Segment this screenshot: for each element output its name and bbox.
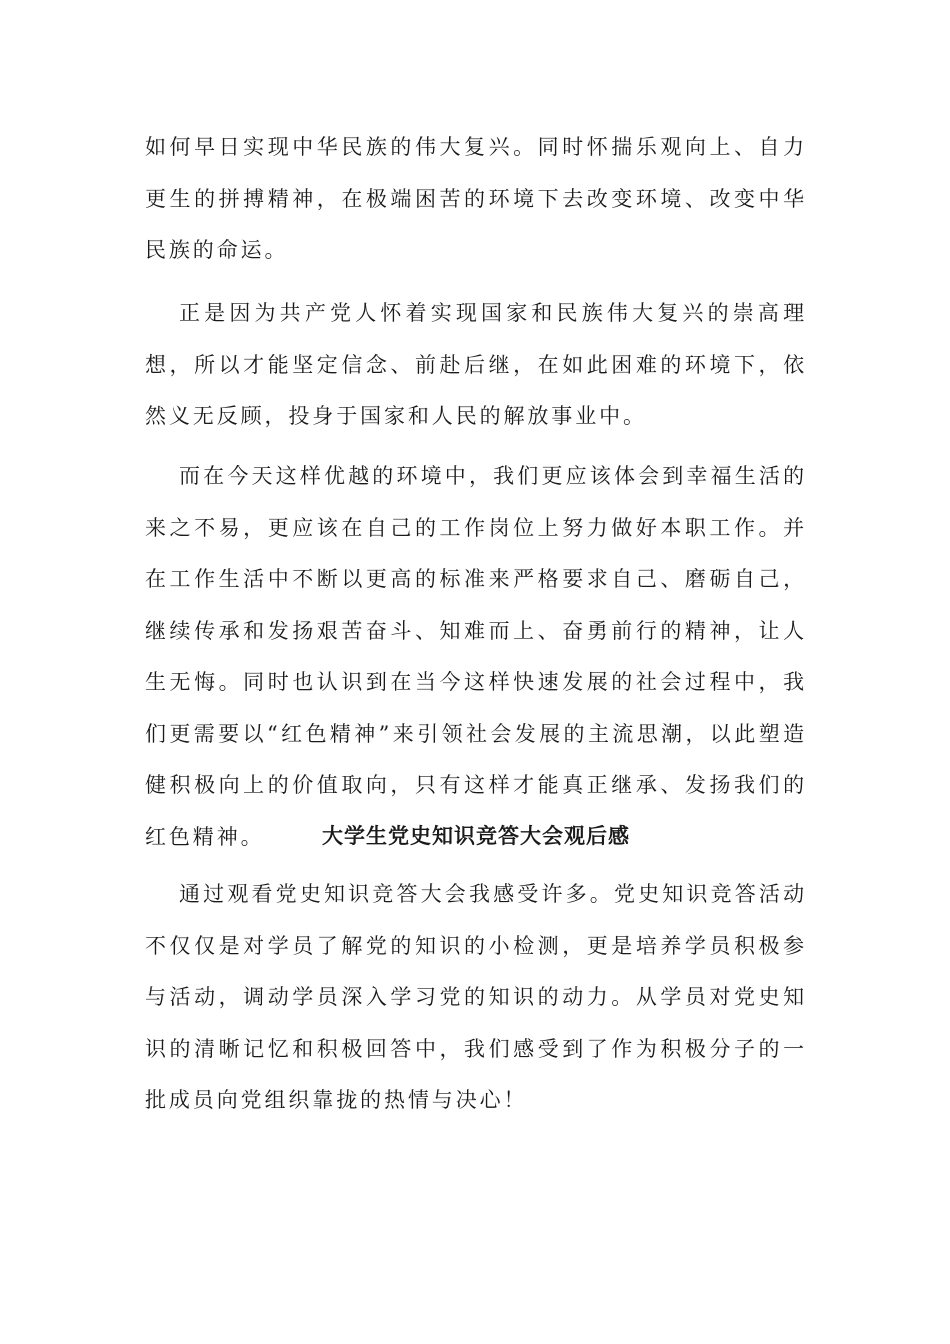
paragraph-red-spirit: 而在今天这样优越的环境中，我们更应该体会到幸福生活的来之不易，更应该在自己的工作岗位上努力做好本职工作。并在工作生活中不断以更高的标准来严格要求自己、磨砺自己，继续传承和发扬艰苦奋斗、知难而上、奋勇前行的精神，让人生无悔。同时也认识到在当今这样快速发展的社会过程中，我们更需要以“红色精神”来引领社会发展的主流思潮，以此塑造健积极向上的价值取向，只有这样才能真正继承、发扬我们的红色精神。 <box>145 464 807 849</box>
paragraph-ideals: 正是因为共产党人怀着实现国家和民族伟大复兴的崇高理想，所以才能坚定信念、前赴后继，在如此困难的环境下，依然义无反顾，投身于国家和人民的解放事业中。 <box>145 301 807 428</box>
paragraph-continued: 如何早日实现中华民族的伟大复兴。同时怀揣乐观向上、自力更生的拼搏精神，在极端困苦的环境下去改变环境、改变中华民族的命运。 <box>145 135 807 262</box>
paragraph-quiz-reflection: 通过观看党史知识竞答大会我感受许多。党史知识竞答活动不仅仅是对学员了解党的知识的小检测，更是培养学员积极参与活动，调动学员深入学习党的知识的动力。从学员对党史知识的清晰记忆和积极回答中，我们感受到了作为积极分子的一批成员向党组织靠拢的热情与决心！ <box>145 882 807 1112</box>
section-title: 大学生党史知识竞答大会观后感 <box>322 823 630 848</box>
